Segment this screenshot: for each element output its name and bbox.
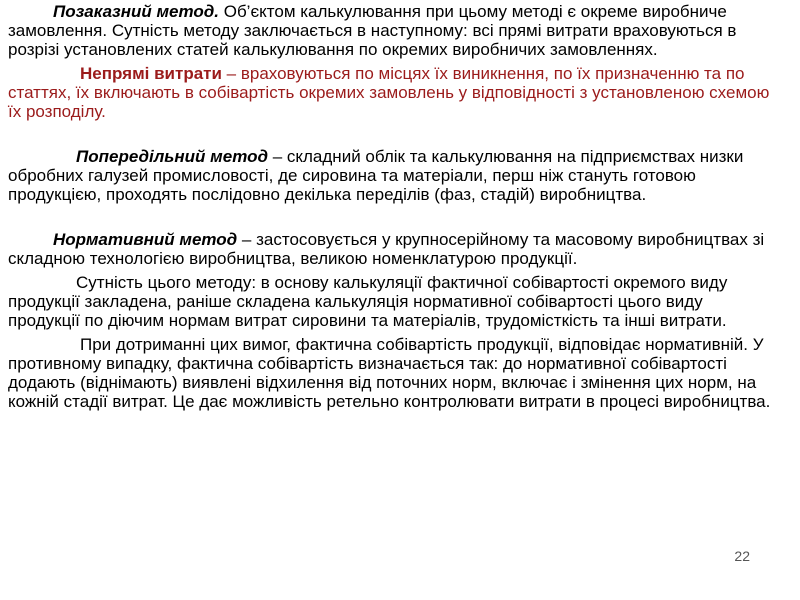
slide-number: 22 xyxy=(734,548,750,564)
paragraph-method-essence xyxy=(8,273,778,330)
paragraph-normative-method xyxy=(8,230,778,268)
term-normative-method: Нормативний метод xyxy=(53,230,238,249)
term-order-method: Позаказний метод. xyxy=(53,2,219,21)
term-process-method: Попередільний метод xyxy=(76,147,268,166)
indirect-costs-text: – враховуються по місцях їх виникнення, по їх призначенню та по статтях, їх включають в собівартість окремих замовлень у відповідності з установленою схемою їх розподілу. xyxy=(8,64,770,121)
paragraph-process-method xyxy=(8,147,778,204)
deviation-rule-text: При дотриманні цих вимог, фактична собівартість продукції, відповідає нормативній. У противному випадку, фактична собівартість визначається так: до нормативної собівартості додають (віднімають) виявлені відхилення від поточних норм, включає і змінення цих норм, на кожній стадії витрат. Це дає можливість ретельно контролювати витрати в процесі виробництва. xyxy=(8,335,771,411)
paragraph-order-method xyxy=(8,2,778,59)
term-indirect-costs: Непрямі витрати xyxy=(80,64,222,83)
process-method-text: – складний облік та калькулювання на підприємствах низки обробних галузей промисловості, де сировина та матеріали, перш ніж стануть готовою продукцією, проходять послідовно декілька переділів (фаз, стадій) виробництва. xyxy=(8,147,744,204)
method-essence-text: Сутність цього методу: в основу калькуляції фактичної собівартості окремого виду продукції закладена, раніше складена калькуляція нормативної собівартості цього виду продукції по діючим нормам витрат сировини та матеріалів, трудомісткість та інші витрати. xyxy=(8,273,728,330)
paragraph-deviation-rule xyxy=(8,335,778,411)
slide-body xyxy=(8,2,778,411)
normative-method-text: – застосовується у крупносерійному та масовому виробництвах зі складною технологією виробництва, великою номенклатурою продукції. xyxy=(8,230,765,268)
paragraph-indirect-costs xyxy=(8,64,778,121)
order-method-text: Об’єктом калькулювання при цьому методі є окреме виробниче замовлення. Сутність методу заключається в наступному: всі прямі витрати враховуються в розрізі установлених статей калькулювання по окремих виробничих замовленнях. xyxy=(8,2,737,59)
